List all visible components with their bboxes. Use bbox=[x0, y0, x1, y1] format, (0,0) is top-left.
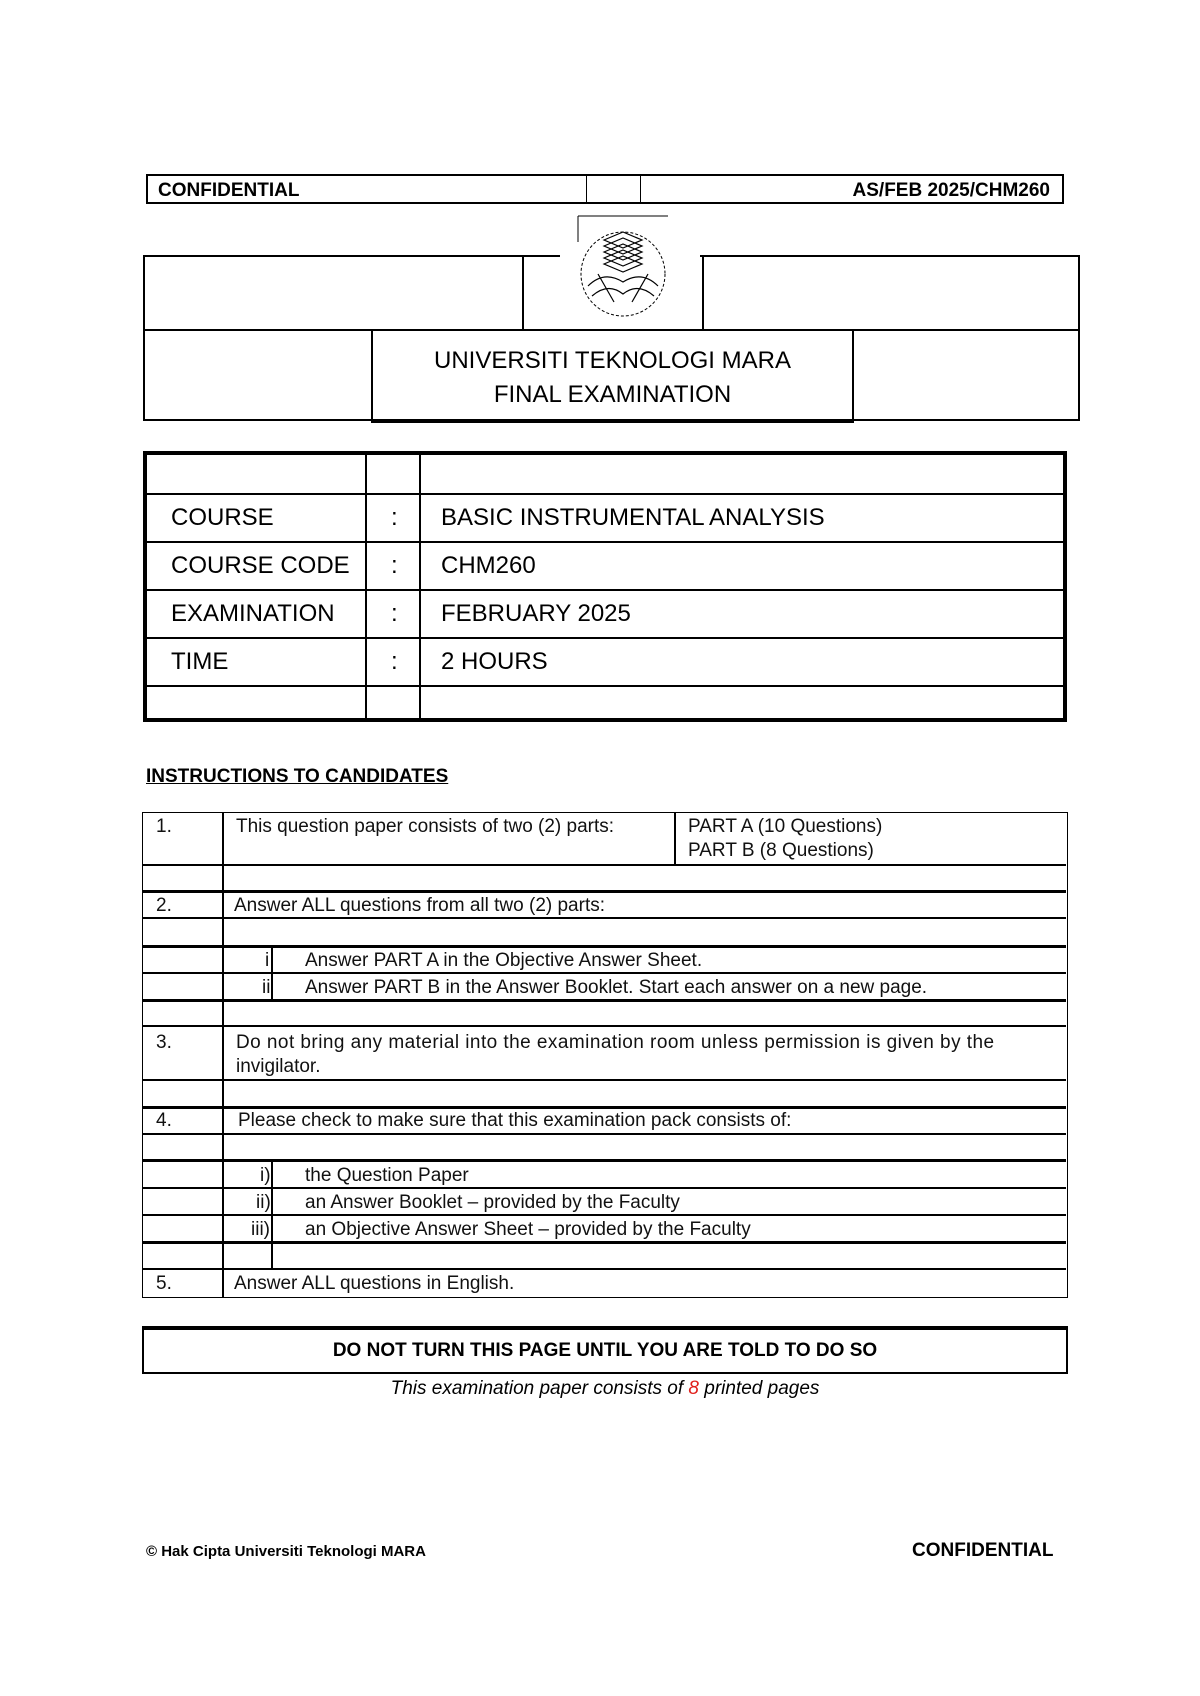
page-count-number: 8 bbox=[688, 1378, 699, 1399]
course-label: COURSE bbox=[171, 504, 274, 531]
item-3-text-line2: invigilator. bbox=[236, 1056, 321, 1077]
university-name: UNIVERSITI TEKNOLOGI MARA bbox=[434, 347, 791, 374]
page-count-suffix: printed pages bbox=[698, 1378, 820, 1399]
course-info-table bbox=[143, 451, 1067, 722]
course-code-value: CHM260 bbox=[441, 552, 536, 579]
page-count-note bbox=[0, 1378, 1200, 1400]
header-exam-code: AS/FEB 2025/CHM260 bbox=[852, 180, 1050, 201]
instructions-table bbox=[142, 812, 1068, 1298]
item-2-text: Answer ALL questions from all two (2) parts: bbox=[234, 895, 606, 916]
item-4-sub-iii-text: an Objective Answer Sheet – provided by the Faculty bbox=[305, 1219, 751, 1240]
header-confidential: CONFIDENTIAL bbox=[158, 180, 300, 201]
item-1-number: 1. bbox=[156, 816, 172, 837]
examination-colon: : bbox=[391, 600, 398, 627]
instructions-heading: INSTRUCTIONS TO CANDIDATES bbox=[146, 766, 449, 787]
course-colon: : bbox=[391, 504, 398, 531]
title-box bbox=[371, 330, 854, 423]
exam-title: FINAL EXAMINATION bbox=[493, 381, 732, 408]
course-code-label: COURSE CODE bbox=[171, 552, 350, 579]
item-4-sub-i-number: i) bbox=[260, 1165, 271, 1186]
item-3-text-line1: Do not bring any material into the examination room unless permission is given by the bbox=[236, 1032, 995, 1053]
item-2-sub-ii-text: Answer PART B in the Answer Booklet. Start each answer on a new page. bbox=[305, 977, 928, 998]
item-4-text: Please check to make sure that this examination pack consists of: bbox=[238, 1110, 792, 1131]
item-4-sub-ii-number: ii) bbox=[256, 1192, 271, 1213]
examination-label: EXAMINATION bbox=[171, 600, 335, 627]
header-cell-mid bbox=[586, 176, 641, 202]
item-2-sub-ii-number: ii bbox=[262, 977, 271, 998]
item-4-sub-ii-text: an Answer Booklet – provided by the Faculty bbox=[305, 1192, 680, 1213]
item-5-number: 5. bbox=[156, 1273, 172, 1294]
item-1-text: This question paper consists of two (2) parts: bbox=[236, 816, 615, 837]
do-not-turn-notice: DO NOT TURN THIS PAGE UNTIL YOU ARE TOLD TO DO SO bbox=[142, 1326, 1068, 1374]
item-2-sub-i-number: i bbox=[265, 950, 270, 971]
footer-copyright: © Hak Cipta Universiti Teknologi MARA bbox=[146, 1543, 426, 1560]
time-label: TIME bbox=[171, 648, 229, 675]
course-value: BASIC INSTRUMENTAL ANALYSIS bbox=[441, 504, 825, 531]
item-1-part-a: PART A (10 Questions) bbox=[688, 816, 883, 837]
footer-confidential: CONFIDENTIAL bbox=[912, 1540, 1054, 1561]
university-crest-icon bbox=[574, 212, 672, 322]
item-4-sub-i-text: the Question Paper bbox=[305, 1165, 469, 1186]
item-2-number: 2. bbox=[156, 895, 172, 916]
page-count-prefix: This examination paper consists of bbox=[390, 1378, 689, 1399]
course-code-colon: : bbox=[391, 552, 398, 579]
item-4-number: 4. bbox=[156, 1110, 172, 1131]
header-strip bbox=[146, 174, 1064, 204]
item-3-number: 3. bbox=[156, 1032, 172, 1053]
item-4-sub-iii-number: iii) bbox=[251, 1219, 270, 1240]
item-1-part-b: PART B (8 Questions) bbox=[688, 840, 874, 861]
item-2-sub-i-text: Answer PART A in the Objective Answer Sheet. bbox=[305, 950, 703, 971]
examination-value: FEBRUARY 2025 bbox=[441, 600, 631, 627]
item-5-text: Answer ALL questions in English. bbox=[234, 1273, 515, 1294]
time-value: 2 HOURS bbox=[441, 648, 548, 675]
time-colon: : bbox=[391, 648, 398, 675]
